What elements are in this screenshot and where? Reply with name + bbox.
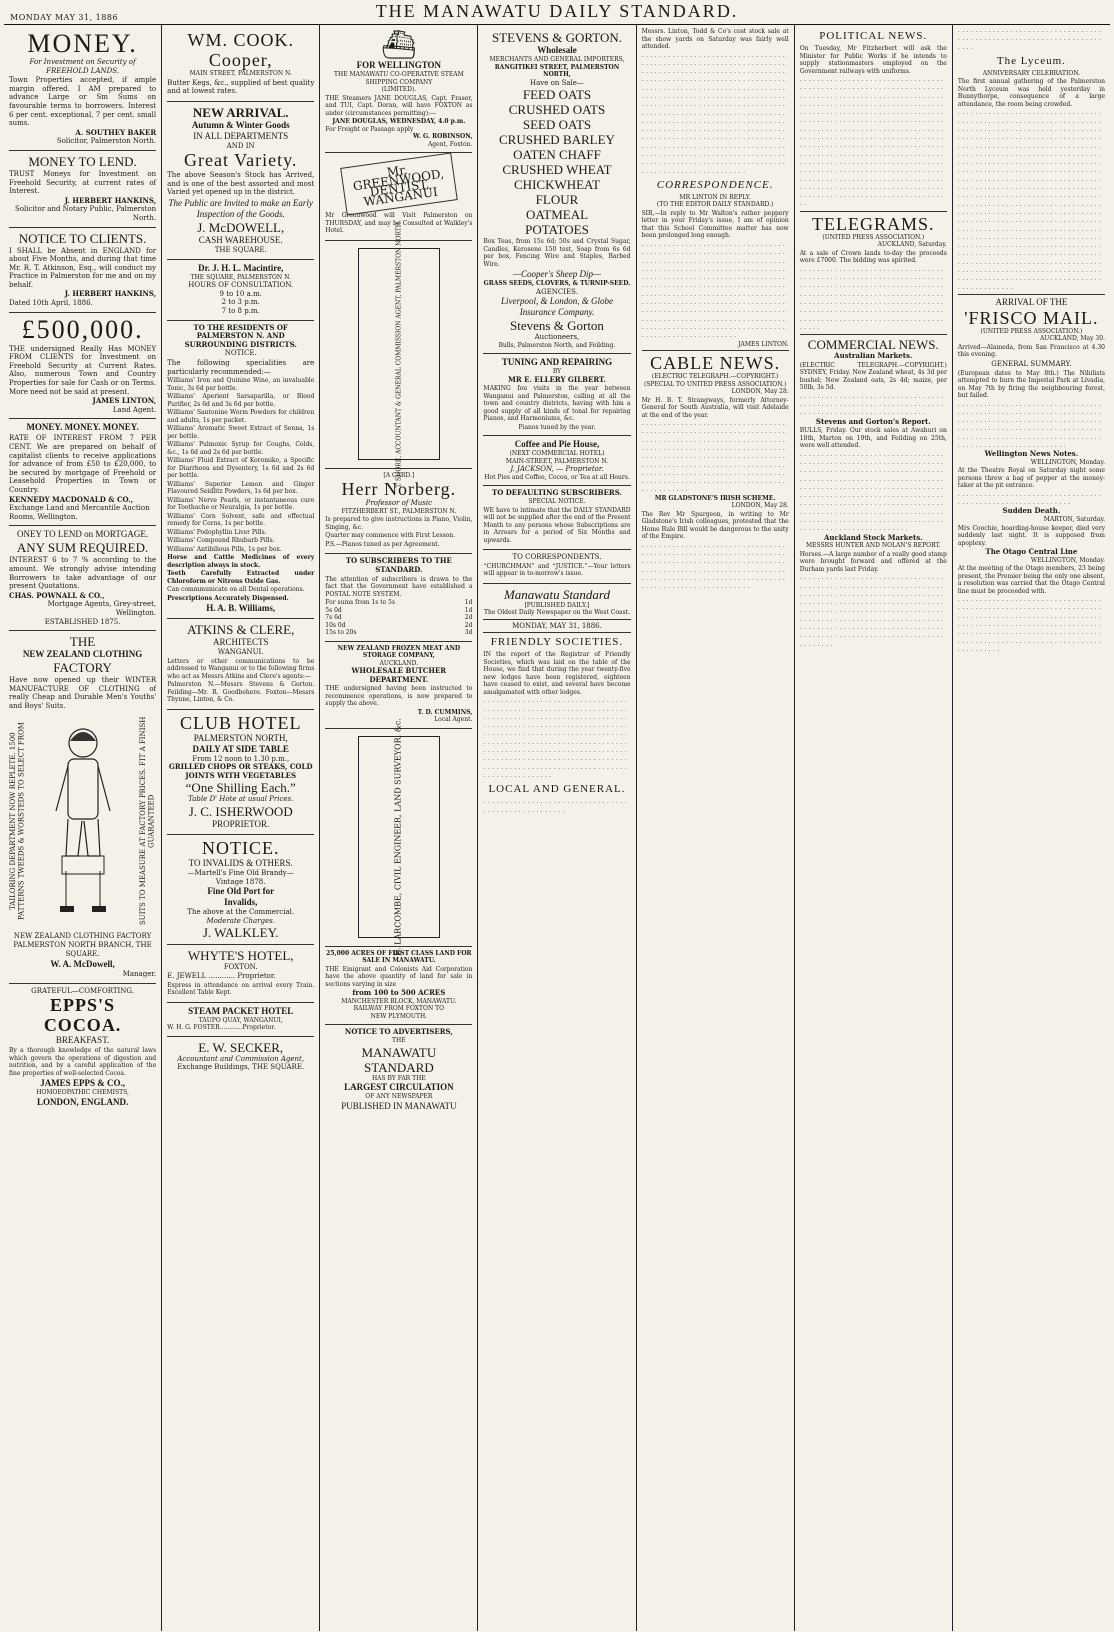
political-news-heading: POLITICAL NEWS. — [819, 30, 928, 42]
larcombe-card-text: E. LARCOMBE, CIVIL ENGINEER, LAND SURVEYOR, &c. — [393, 718, 403, 956]
cable-news-heading: CABLE NEWS. — [650, 353, 781, 374]
stevens-gorton-ad: STEVENS & GORTON. Wholesale MERCHANTS AND GENERAL IMPORTERS, RANGITIKEI STREET, PALMERSTON NORTH, Have on Sale— FEED OATS CRUSHED OATS SEED OATS CRUSHED BARLEY OATEN CHAFF CRUSHED WHEAT CHICKWHEAT FLOUR OATMEAL POTATOES Box Teas, from 15s 6d; 50s and Crystal Sugar, Candles, Kerosene 150 test, Soap from 6s 6d per box, Fencing Wire and Staples, Barbed Wire. —Cooper's Sheep Dip— GRASS SEEDS, CLOVERS, & TURNIP-SEED. AGENCIES. Liverpool, & London, & Globe Insurance Company. Stevens & Gorton Auctioneers, Bulls, Palmerston North, and Feilding. — [483, 27, 630, 354]
dentist-card: Mr. GREENWOOD, DENTIST, WANGANUI — [340, 152, 458, 215]
otago-line-heading: The Otago Central Line — [985, 547, 1078, 557]
issue-date: MONDAY MAY 31, 1886 — [10, 13, 119, 22]
shipping-ad: ⛴ FOR WELLINGTON THE MANAWATU CO-OPERATIVE STEAM SHIPPING COMPANY (LIMITED). THE Steamers JANE DOUGLAS, Capt. Fraser, and TUI, Capt. Doran, will have FOXTON as under (circumstances permitting):— JANE DOUGLAS, WEDNESDAY, 4.0 p.m. For Freight or Passage apply W. G. ROBINSON, Agent, Foxton. — [325, 27, 472, 153]
telegrams-heading: TELEGRAMS. — [812, 213, 935, 234]
amount-ad: £500,000. THE undersigned Really Has MONEY FROM CLIENTS for Investment on Freehold Security at Current Rates. Also, numerous Town and Country Properties for sale for Cash or on Terms. More need not be said at present. JAMES LINTON, Land Agent. — [9, 313, 156, 420]
lend-ad: MONEY TO LEND. TRUST Moneys for Investment on Freehold Security, at current rates of Interest. J. HERBERT HANKINS, Solicitor and Notary Public, Palmerston North. — [9, 151, 156, 228]
column-1 — [4, 25, 162, 1631]
auckland-markets-heading: Auckland Stock Markets. — [823, 532, 923, 542]
mortgage-ad: ONEY TO LEND on MORTGAGE. ANY SUM REQUIRED. INTEREST 6 to 7 % according to the amount. We strongly advise intending Borrowers to take advantage of our present Quotations. CHAS. POWNALL & CO., Mortgage Agents, Grey-street, Wellington. ESTABLISHED 1875. — [9, 526, 156, 631]
local-general-heading: LOCAL AND GENERAL. — [488, 783, 626, 796]
williams-item: Williams' Iron and Quinine Wine, an invaluable Tonic, 3s 6d per bottle. — [167, 377, 315, 392]
williams-item: Williams' Fluid Extract of Koromiko, a Specific for Diarrhoea and Dysentery, 1s 6d and 2s 6d per bottle. — [167, 457, 315, 480]
editorial-section: Manawatu Standard [PUBLISHED DAILY.] The Oldest Daily Newspaper on the West Coast. MONDAY, MAY 31, 1886. FRIENDLY SOCIETIES. IN the report of the Registrar of Friendly Societies, which was laid on the table of the House, we find that during the year twenty-five new lodges have been registered, eighteen have ceased to exist, and several have become amalgamated with other lodges. . . . . . . . . . . . . . . . . . . . . . . . . . . . . . . . . . . . . . . . . . . . . . . . . . . . . . . . . . . . . . . . . . . . . . . . . . . . . . . . . . . . . . . . . . . . . . . . . . . . . . . . . . . . . . . . . . . . . . . . . . . . . . . . . . . . . . . . . . . . . . . . . . . . . . . . . . . . . . . . . . . . . . . . . . . . . . . . . . . . . . . . . . . . . . . . . . . . . . . . . . . . . . . . . . . . . . . . . . . . . . . . . . . . . . . . . . . . . . . . . . . . . . . . . . . . . . . . . . . . . . . . . . . . . . . . . . . . . . . . . . . . . . . . . . . . . . . . . . . . . . . . . . . . . . . . . . LOCAL AND GENERAL. . . . . . . . . . . . . . . . . . . . . . . . . . . . . . . . . . . . . . . . . . . . . . . . . . . . . — [483, 586, 631, 814]
williams-item: Williams' Aromatic Sweet Extract of Senna, 1s per bottle. — [167, 425, 315, 440]
coffee-house-ad: Coffee and Pie House, (NEXT COMMERCIAL HOTEL) MAIN-STREET, PALMERSTON N. J. JACKSON, — Proprietor. Hot Pies and Coffee, Cocoa, or Tea at all Hours. — [483, 436, 630, 486]
tuning-ad: TUNING AND REPAIRING BY MR E. ELLERY GILBERT. MAKING fou visits in the year between Wanganui and Palmerston, calling at all the town and country districts, having with him a good supply of all kinds of tonal for repairing Pianos, and Harmoniums, &c. Pianos tuned by the year. — [483, 354, 630, 436]
product-item: CRUSHED BARLEY — [499, 132, 615, 148]
williams-item: Williams' Superior Lemon and Ginger Flavoured Seidlitz Powders, 1s 6d per box. — [167, 480, 315, 496]
advertisers-notice: NOTICE TO ADVERTISERS, THE MANAWATU STANDARD HAS BY FAR THE LARGEST CIRCULATION OF ANY NEWSPAPER PUBLISHED IN MANAWATU — [341, 1027, 457, 1111]
column-4 — [478, 25, 636, 1631]
williams-item: Williams' Pulmonic Syrup for Coughs, Colds, &c., 1s 6d and 2s 6d per bottle. — [167, 441, 315, 456]
subscribers-ad: TO SUBSCRIBERS TO THE STANDARD. The attention of subscribers is drawn to the fact that the Government have established a POSTAL NOTE SYSTEM. For sums from 1s to 5s 1d 5s 0d 1d 7s 6d 2d 10s 0d 2d 15s to 20s 3d — [325, 554, 472, 641]
williams-item: Williams' Aperient Sarsaparilla, or Blood Purifier, 2s 6d and 3s 6d per bottle. — [167, 393, 315, 408]
sudden-death-heading: Sudden Death. — [1002, 506, 1061, 516]
boy-illustration-icon — [48, 721, 118, 921]
column-5: Messrs. Linton, Todd & Co's cost stock sale at the show yards on Saturday was fairly well attended. . . . . . . . . . . . . . . . . . . . . . . . . . . . . . . . . . . . . . . . . . . . . . . . . . . . . . . . . . . . . . . . . . . . . . . . . . . . . . . . . . . . . . . . . . . . . . . . . . . . . . . . . . . . . . . . . . . . . . . . . . . . . . . . . . . . . . . . . . . . . . . . . . . . . . . . . . . . . . . . . . . . . . . . . . . . . . . . . . . . . . . . . . . . . . . . . . . . . . . . . . . . . . . . . . . . . . . . . . . . . . . . . . . . . . . . . . . . . . . . . . . . . . . . . . . . . . . . . . . . . . . . . . . . . . . . . . . . . . . . . . . . . . . . . . . . . . . . . . . . . . . . . . . . . . . . . . . . . . . . . . . . . . . . . . . . . . . . . . . . . . . . . . . . . . . . . . . . . . . . . . . . . . . . . . . . . . . . . . . . . . . . . . . . . . . . . . . . . . . . . . . . . . . . . . . . . . . . . . . . . . . . . . . . . . . . . . . . . . . . . . . . . . . . . . . . . . . . . . . . . . . . . . . . . . . . . . . . . . . . . . . . . . . CORRESPONDENCE. MR LINTON IN REPLY. (TO THE EDITOR DAILY STANDARD.) SIR,—In reply to Mr Walton's rather peppery letter in your Friday's issue, I am of opinion that this School Committee matter has now been prolonged long enough. . . . . . . . . . . . . . . . . . . . . . . . . . . . . . . . . . . . . . . . . . . . . . . . . . . . . . . . . . . . . . . . . . . . . . . . . . . . . . . . . . . . . . . . . . . . . . . . . . . . . . . . . . . . . . . . . . . . . . . . . . . . . . . . . . . . . . . . . . . . . . . . . . . . . . . . . . . . . . . . . . . . . . . . . . . . . . . . . . . . . . . . . . . . . . . . . . . . . . . . . . . . . . . . . . . . . . . . . . . . . . . . . . . . . . . . . . . . . . . . . . . . . . . . . . . . . . . . . . . . . . . . . . . . . . . . . . . . . . . . . . . . . . . . . . . . . . . . . . . . . . . . . . . . . . . . . . . . . . . . . . . . . . . . . . . . . . . . . . . . . . . . . . . . . . . . . . . . . . . . . . . . . . . . . . . . . . . . . . . . . . . . . . JAMES LINTON. CABLE NEWS. (ELECTRIC TELEGRAPH.—COPYRIGHT.) (SPECIAL TO UNITED PRESS ASSOCIATION.) LONDON, May 28. Mr H. B. T. Strangways, formerly Attorney-General for South Australia, will visit Adelaide at the end of the year. . . . . . . . . . . . . . . . . . . . . . . . . . . . . . . . . . . . . . . . . . . . . . . . . . . . . . . . . . . . . . . . . . . . . . . . . . . . . . . . . . . . . . . . . . . . . . . . . . . . . . . . . . . . . . . . . . . . . . . . . . . . . . . . . . . . . . . . . . . . . . . . . . . . . . . . . . . . . . . . . . . . . . . . . . . . . . . . . . . . . . . . . . . . . . . . . . . . . . . . . . . . . . . . . . . . . . . . . . . . . . . . . . . . . . . . . . . . . . . . . . . . . . . . . . . . . . . . . . . . . . . . . . . . . . . . . . . . MR GLADSTONE'S IRISH SCHEME. LONDON, May 28. The Rev Mr Spurgeon, in writing to Mr Gladstone's Irish colleagues, protested that the Home Rule Bill would be dangerous to the unity of the Empire. . . . . . . . . . . . . . . . . . . . . . . . . . . . . . . . . . . . . . . . . . . . . . . . . . . . . . . . . . . . . . . . . . . . . . . . . . . . . . . . . . . . . . . . . . . . . . . . . . . . . . . . . . . . . . . . . . . . . . . . . . . . . . . . . . . . . . . . . . . . . . . . . . . . . . . . . . . . . . . . . . . . . . . . . . . . . . . . . . . . . . . . . . . . . . . — [637, 25, 795, 1631]
column-3 — [320, 25, 478, 1631]
product-item: OATMEAL — [525, 207, 589, 223]
steamship-icon: ⛴ — [381, 28, 417, 61]
doctor-ad: Dr. J. H. L. Macintire, THE SQUARE, PALMERSTON N. HOURS OF CONSULTATION. 9 to 10 a.m. 2 to 3 p.m. 7 to 8 p.m. — [167, 260, 314, 321]
money-money-ad: MONEY. MONEY. MONEY. RATE OF INTEREST FROM 7 PER CENT. We are prepared on behalf of capitalist clients to receive applications for advance of from £50 to £20,000, to be secured by mortgage of Freehold or Leasehold Properties in Town or Country. KENNEDY MACDONALD & CO., Exchange Land and Mercantile Auction Rooms, Wellington. — [9, 419, 156, 526]
product-item: FEED OATS — [522, 87, 592, 103]
masthead — [4, 0, 1110, 25]
secker-ad: E. W. SECKER, Accountant and Commission Agent, Exchange Buildings, THE SQUARE. — [177, 1039, 305, 1072]
postal-rate-row: 10s 0d 2d — [325, 621, 473, 629]
paper-nameplate: Manawatu Standard — [503, 586, 611, 602]
postal-rate-row: 15s to 20s 3d — [325, 629, 473, 637]
clothing-factory-ad: THE NEW ZEALAND CLOTHING FACTORY Have now opened up their WINTER MANUFACTURE OF CLOTHING of really Cheap and Durable Men's Youths' and Boys' Suits. TAILORING DEPARTMENT NOW REPLETE. 1500 PATTERNS TWEEDS & WORSTEDS TO SELECT FROM SUITS TO MEASURE AT FACTORY PRICES. FIT A FINISH GUARANTEED NEW ZEALAND CLOTHING FACTORY PALMERSTON NORTH BRANCH, THE SQUARE. W. A. McDowell, Manager. — [9, 631, 156, 984]
postal-rate-row: For sums from 1s to 5s 1d — [325, 599, 473, 607]
williams-item: Williams' Podophyllin Liver Pills. — [167, 528, 267, 536]
wellington-notes-heading: Wellington News Notes. — [984, 449, 1079, 459]
postal-rate-row: 5s 0d 1d — [325, 606, 473, 614]
williams-chemist-ad: TO THE RESIDENTS OF PALMERSTON N. AND SURROUNDING DISTRICTS. NOTICE. The following specialities are particularly recommended:— Williams' Iron and Quinine Wine, an invaluable Tonic, 3s 6d per bottle. Williams' Aperient Sarsaparilla, or Blood Purifier, 2s 6d and 3s 6d per bottle. Williams' Santonine Worm Powders for children and adults, 1s per packet. Williams' Aromatic Sweet Extract of Senna, 1s per bottle. Williams' Pulmonic Syrup for Coughs, Colds, &c., 1s 6d and 2s 6d per bottle. Williams' Fluid Extract of Koromiko, a Specific for Diarrhoea and Dysentery, 1s 6d and 2s 6d per bottle. Williams' Superior Lemon and Ginger Flavoured Seidlitz Powders, 1s 6d per box. Williams' Nerve Pearls, or instantaneous cure for Toothache or Neuralgia, 1s per bottle. Williams' Corn Solvent, safe and effectual remedy for Corns, 1s per bottle. Williams' Podophyllin Liver Pills. Williams' Compound Rhubarb Pills. Williams' Antibilious Pills, 1s per box. Horse and Cattle Medicines of every description always in stock. Teeth Carefully Extracted under Chloroform or Nitrous Oxide Gas. Can commmunicate on all Dental operations. Prescriptions Accurately Dispensed. H. A. B. Williams, — [167, 321, 314, 620]
whyte-hotel-ad: WHYTE'S HOTEL, FOXTON. E. JEWELL ............ Proprietor. Express in attendance on arrival every Train. Excellent Table Kept. — [167, 945, 314, 1002]
commercial-news-heading: COMMERCIAL NEWS. — [807, 337, 939, 353]
product-item: CHICKWHEAT — [514, 177, 600, 193]
money-body: Town Properties accepted, if ample margin offered. I AM prepared to advance Large or Sm Sums on favourable terms to borrowers. Interest 6 per cent. exceptional, 7 per cent. small sums. — [9, 76, 157, 128]
column-2 — [162, 25, 320, 1631]
cook-ad: WM. COOK. Cooper, MAIN STREET, PALMERSTON N. Butter Kegs, &c., supplied of best quality and at lowest rates. — [167, 27, 314, 102]
larcombe-card-ad — [325, 718, 472, 956]
summary-heading: GENERAL SUMMARY. — [991, 359, 1072, 368]
invalids-ad: NOTICE. TO INVALIDS & OTHERS. —Martell's Fine Old Brandy— Vintage 1878. Fine Old Port for Invalids, The above at the Commercial. Moderate Charges. J. WALKLEY. — [167, 835, 314, 945]
column-6: POLITICAL NEWS. On Tuesday, Mr Fitzherbert will ask the Minister for Public Works if he intends to supply stationmasters employed on the Government railways with uniforms. . . . . . . . . . . . . . . . . . . . . . . . . . . . . . . . . . . . . . . . . . . . . . . . . . . . . . . . . . . . . . . . . . . . . . . . . . . . . . . . . . . . . . . . . . . . . . . . . . . . . . . . . . . . . . . . . . . . . . . . . . . . . . . . . . . . . . . . . . . . . . . . . . . . . . . . . . . . . . . . . . . . . . . . . . . . . . . . . . . . . . . . . . . . . . . . . . . . . . . . . . . . . . . . . . . . . . . . . . . . . . . . . . . . . . . . . . . . . . . . . . . . . . . . . . . . . . . . . . . . . . . . . . . . . . . . . . . . . . . . . . . . . . . . . . . . . . . . . . . . . . . . . . . . . . . . . . . . . . . . . . . . . . . . . . . . . . . . . . . . . . . . . . . . . . . . . . . . . . . . . . . . . . . . . . . . . . . . . . . . . . . . . . . . . . . . . . . . . . . . . . . . . . . . . . . . . . . . . . . . . . . . . . . . . . . . . . . . . . . . . . . . . . . . . . . . . . . . . . . . . . . . . . . . . . . . . . . . . . . . . . . . . . . . . . . . . . . . . . TELEGRAMS. (UNITED PRESS ASSOCIATION.) AUCKLAND, Saturday. At a sale of Crown lands to-day the proceeds were £7000. The bidding was spirited. . . . . . . . . . . . . . . . . . . . . . . . . . . . . . . . . . . . . . . . . . . . . . . . . . . . . . . . . . . . . . . . . . . . . . . . . . . . . . . . . . . . . . . . . . . . . . . . . . . . . . . . . . . . . . . . . . . . . . . . . . . . . . . . . . . . . . . . . . . . . . . . . . . . . . . . . . . . . . . . . . . . . . . . . . . . . . . . . . . . . . . . . . . . . . . . . . . . . . . . . . . . . . . . . . . . . . . . . . . . . . . . . . . . . . . . . . . . . COMMERCIAL NEWS. Australian Markets. (ELECTRIC TELEGRAPH.—COPYRIGHT.) SYDNEY, Friday. New Zealand wheat, 4s 3d per bushel; New Zealand oats, 2s 4d; maize, per 50lb, 3s 5d. . . . . . . . . . . . . . . . . . . . . . . . . . . . . . . . . . . . . . . . . . . . . . . . . . . . . . . . . . . . . . . . . . . . . . . . . . . . . . . . . . . . . . . . . . . . . . . . Stevens and Gorton's Report. BULLS, Friday. Our stock sales at Awahuri on 18th, Marton on 19th, and Feilding on 25th, were well attended. . . . . . . . . . . . . . . . . . . . . . . . . . . . . . . . . . . . . . . . . . . . . . . . . . . . . . . . . . . . . . . . . . . . . . . . . . . . . . . . . . . . . . . . . . . . . . . . . . . . . . . . . . . . . . . . . . . . . . . . . . . . . . . . . . . . . . . . . . . . . . . . . . . . . . . . . . . . . . . . . . . . . . . . . . . . . . . . . . . . . . . . . . . . . . . . . . . . . . . . . . . . . . . . . . . . . . . . . . . . . . . . . . . . . . . . . . . . . . . . . . . . . . . . . . . . . . . . . . . . . . . . . . . . . . . . . . . . . . . . . . . . . . . . . . . . . . . . . . . . . . . . . . . . . . . . . . . . . . . . . . . Auckland Stock Markets. MESSRS HUNTER AND NOLAN'S REPORT. Horses.—A large number of a really good stamp were brought forward and offered at the Durham yards last Friday. . . . . . . . . . . . . . . . . . . . . . . . . . . . . . . . . . . . . . . . . . . . . . . . . . . . . . . . . . . . . . . . . . . . . . . . . . . . . . . . . . . . . . . . . . . . . . . . . . . . . . . . . . . . . . . . . . . . . . . . . . . . . . . . . . . . . . . . . . . . . . . . . . . . . . . . . . . . . . . . . . . . . . . . . . . . . . . . . . . . . . . . . . . . . . . . . . . . . . . . . . . . . . . . . . . . . . . . . . . . . . . . . . . . . . . . . . . . . . . . . . . . . . . . . . . . . . . . . . . . . . . . . . . . . . . . . — [795, 25, 953, 1631]
clothing-side-right: SUITS TO MEASURE AT FACTORY PRICES. FIT A FINISH GUARANTEED — [138, 717, 156, 926]
lend-title: MONEY TO LEND. — [28, 153, 137, 169]
williams-item: Williams' Antibilious Pills, 1s per box. — [167, 545, 282, 553]
steam-packet-ad: STEAM PACKET HOTEL TAUPO QUAY, WANGANUI, W. H. G. FOSTER............Proprietor. — [167, 1003, 314, 1037]
money-ad: MONEY. For Investment on Security of FREEHOLD LANDS. Town Properties accepted, if ample margin offered. I AM prepared to advance Large or Sm Sums on favourable terms to borrowers. Interest 6 per cent. exceptional, 7 per cent. small sums. A. SOUTHEY BAKER Solicitor, Palmerston North. — [9, 27, 156, 151]
frisco-mail-heading: 'FRISCO MAIL. — [964, 307, 1099, 328]
williams-item: Williams' Compound Rhubarb Pills. — [167, 537, 275, 545]
product-item: FLOUR — [535, 192, 579, 208]
friendly-societies-heading: FRIENDLY SOCIETIES. — [490, 636, 624, 649]
new-arrival-ad: NEW ARRIVAL. Autumn & Winter Goods IN ALL DEPARTMENTS AND IN Great Variety. The above Season's Stock has Arrived, and is one of the best assorted and most Varied yet opened up in the district. The Public are Invited to make an Early Inspection of the Goods. J. McDOWELL, CASH WAREHOUSE. THE SQUARE. — [167, 102, 314, 260]
williams-item: Williams' Nerve Pearls, or instantaneous cure for Toothache or Neuralgia, 1s per bottle. — [167, 496, 315, 512]
correspondence-heading: CORRESPONDENCE. — [656, 178, 774, 191]
atkins-clere-ad: ATKINS & CLERE, ARCHITECTS WANGANUI. Letters or other communications to be addressed to Wanganui or to the following firms who act as Messrs Atkins and Clere's agents:— Palmerston N.—Messrs Stevens & Gorton. Feilding—Mr. R. Goodbehere. Foxton—Messrs Thynne, Linton, & Co. — [167, 619, 314, 710]
stevens-report-heading: Stevens and Gorton's Report. — [815, 416, 931, 426]
notice-clients-ad: NOTICE TO CLIENTS. I SHALL be Absent in ENGLAND for about Five Months, and during that time Mr. R. T. Atkinson, Esq., will conduct my Practice in Palmerston for me and on my behalf. J. HERBERT HANKINS, Dated 10th April, 1886. — [9, 228, 156, 313]
column-grid — [4, 25, 1110, 1631]
club-hotel-ad: CLUB HOTEL PALMERSTON NORTH, DAILY AT SIDE TABLE From 12 noon to 1.30 p.m., GRILLED CHOPS OR STEAKS, COLD JOINTS WITH VEGETABLES “One Shilling Each.” Table D' Hote at usual Prices. J. C. ISHERWOOD PROPRIETOR. — [167, 710, 314, 835]
norberg-ad: [A CARD.] Herr Norberg. Professor of Music FITZHERBERT ST., PALMERSTON N. Is prepared to give instructions in Piano, Violin, Singing, &c. Quarter may commence with First Lesson. P.S.—Pianos tuned as per Agreement. — [325, 469, 472, 555]
defaulting-notice: TO DEFAULTING SUBSCRIBERS. SPECIAL NOTICE. WE have to intimate that the DAILY STANDARD will not be supplied after the end of the Present Month to any persons whose Subscriptions are in Arrears for a period of Six Months and upwards. — [483, 486, 630, 550]
accountant-card-ad — [325, 219, 472, 488]
correspondents-notice: TO CORRESPONDENTS. “CHURCHMAN” and “JUSTICE.”—Your letters will appear in to-morrow's issue. — [483, 550, 630, 584]
dentist-ad: Mr. GREENWOOD, DENTIST, WANGANUI Mr Greenwood will Visit Palmerston on THURSDAY, and may be Consulted at Walkley's Hotel. — [325, 153, 472, 241]
product-item: SEED OATS — [522, 117, 592, 133]
frozen-meat-ad: NEW ZEALAND FROZEN MEAT AND STORAGE COMPANY, AUCKLAND. WHOLESALE BUTCHER DEPARTMENT. THE undersigned having been instructed to recommence operations, is now prepared to supply the above. T. D. CUMMINS, Local Agent. — [325, 642, 472, 729]
williams-item: Williams' Corn Solvent, safe and effectual remedy for Corns, 1s per bottle. — [167, 512, 315, 528]
column-7: . . . . . . . . . . . . . . . . . . . . . . . . . . . . . . . . . . . . . . . . . . . . . . . . . . . . . . . . . . . . . . . . . . . . . . The Lyceum. ANNIVERSARY CELEBRATION. The first annual gathering of the Palmerston North Lyceum was held yesterday in Bunnythorpe, consequence of a large attendance, the room being crowded. . . . . . . . . . . . . . . . . . . . . . . . . . . . . . . . . . . . . . . . . . . . . . . . . . . . . . . . . . . . . . . . . . . . . . . . . . . . . . . . . . . . . . . . . . . . . . . . . . . . . . . . . . . . . . . . . . . . . . . . . . . . . . . . . . . . . . . . . . . . . . . . . . . . . . . . . . . . . . . . . . . . . . . . . . . . . . . . . . . . . . . . . . . . . . . . . . . . . . . . . . . . . . . . . . . . . . . . . . . . . . . . . . . . . . . . . . . . . . . . . . . . . . . . . . . . . . . . . . . . . . . . . . . . . . . . . . . . . . . . . . . . . . . . . . . . . . . . . . . . . . . . . . . . . . . . . . . . . . . . . . . . . . . . . . . . . . . . . . . . . . . . . . . . . . . . . . . . . . . . . . . . . . . . . . . . . . . . . . . . . . . . . . . . . . . . . . . . . . . . . . . . . . . . . . . . . . . . . . . . . . . . . . . . . . . . . . . . . . . . . . . . . . . . . . . . . . . . . . . . . . . . . . . . . . . . . . . . . . . . . . . . . . . . . . . . . . . . . . . . . . . . . . . . . . . . . . . . . . . . . . . . . . . . . . . . . . . . . . . . . . . . . . . . . . . . . . . . . . . . . . . . . . . . . . . . . . . . . . . . . . . . . . . . . . . . . . . . . . . . . . . . . . . . . . . . . . . . . . . . . . . . . . . . . . . . . . . . . . . . . . . . . . . . . . . . . . . . . . . . . . . . . . . . . . . . . . . . . . . . . . . . . . . . . . . . . . . . . . . . . . . . . . . ARRIVAL OF THE 'FRISCO MAIL. (UNITED PRESS ASSOCIATION.) AUCKLAND, May 30. Arrived—Alameda, from San Francisco at 4.30 this evening. GENERAL SUMMARY. (European dates to May 8th.) The Nihilists attempted to burn the Imperial Park at Livadia, on May 7th by firing the neighbouring forest, but failed. . . . . . . . . . . . . . . . . . . . . . . . . . . . . . . . . . . . . . . . . . . . . . . . . . . . . . . . . . . . . . . . . . . . . . . . . . . . . . . . . . . . . . . . . . . . . . . . . . . . . . . . . . . . . . . . . . . . . . . . . . . . . . . . . . . . . . . . . . . . . . . . . . . . . . . . . . . . . . . . . . . . . . . . . . . . . . . . . . . . . . . . . . . . . . . Wellington News Notes. WELLINGTON, Monday. At the Theatre Royal on Saturday night some persons threw a bag of pepper at the money-taker at the pit entrance. . . . . . . . . . . . . . . . . . . . . . . . . . . . . . . . . . . . . . . . . . . . . . . . . . . . . . . . . . . . Sudden Death. MARTON, Saturday. Mrs Coochie, boarding-house keeper, died very suddenly last night. It is supposed from apoplexy. The Otago Central Line WELLINGTON, Monday. At the meeting of the Otago members, 23 being present, the Premier being the only one absent, a resolution was carried that the Otago Central line must be proceeded with. . . . . . . . . . . . . . . . . . . . . . . . . . . . . . . . . . . . . . . . . . . . . . . . . . . . . . . . . . . . . . . . . . . . . . . . . . . . . . . . . . . . . . . . . . . . . . . . . . . . . . . . . . . . . . . . . . . . . . . . . . . . . . . . . . . . . . . . . . . . . . . . . . . . . . . . . . . . . . . . . . . . . . . . . . . . . . . . . . . . . . . . . . . . . . . . . . . . . . . . . . . . . . . . . — [957, 27, 1105, 653]
product-item: OATEN CHAFF — [513, 147, 601, 163]
money-title: MONEY. — [27, 29, 138, 58]
land-sale-ad: 25,000 ACRES OF FIRST CLASS LAND FOR SALE IN MANAWATU. THE Emigrant and Colonists Aid Corporation have the above quantity of land for sale in sections varying in size from 100 to 500 ACRES MANCHESTER BLOCK, MANAWATU. RAILWAY FROM FOXTON TO NEW PLYMOUTH. — [325, 947, 472, 1026]
product-item: POTATOES — [525, 222, 589, 238]
lyceum-heading: The Lyceum. — [996, 54, 1066, 67]
epps-cocoa-ad: GRATEFUL—COMFORTING. EPPS'S COCOA. BREAKFAST. By a thorough knowledge of the natural laws which govern the operations of digestion and nutrition, and by a careful application of the fine properties of well-selected Cocoa. JAMES EPPS & CO., HOMOEOPATHIC CHEMISTS, LONDON, ENGLAND. — [9, 986, 157, 1107]
williams-item: Williams' Santonine Worm Powders for children and adults, 1s per packet. — [167, 409, 315, 424]
editorial-date: MONDAY, MAY 31, 1886. — [512, 621, 602, 630]
clothing-side-left: TAILORING DEPARTMENT NOW REPLETE. 1500 PATTERNS TWEEDS & WORSTEDS TO SELECT FROM — [9, 722, 26, 921]
postal-rate-row: 7s 6d 2d — [325, 614, 473, 622]
product-item: CRUSHED OATS — [508, 102, 606, 118]
product-item: CRUSHED WHEAT — [502, 162, 612, 178]
newspaper-title: THE MANAWATU DAILY STANDARD. — [375, 1, 739, 21]
accountant-card-text: T. SHORE, ACCOUNTANT & GENERAL COMMISSION AGENT, PALMERSTON NORTH. — [395, 219, 403, 488]
